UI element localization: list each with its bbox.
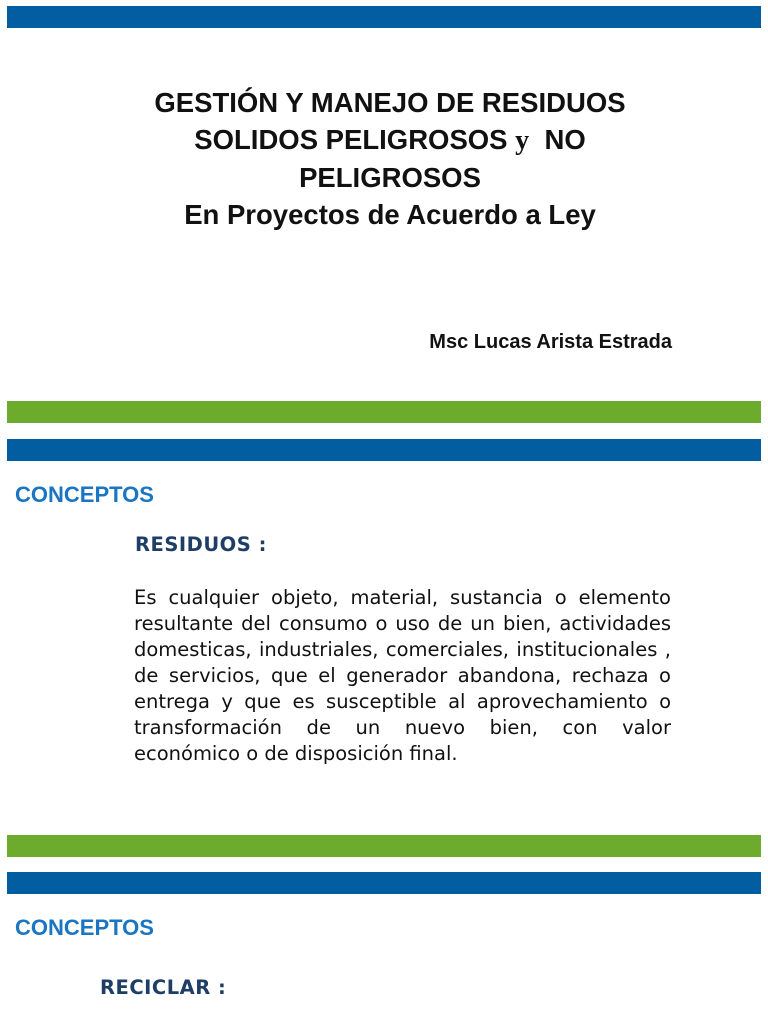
slide1-bottom-bar — [7, 401, 761, 423]
slide1-top-bar — [7, 6, 761, 28]
title-line-1: GESTIÓN Y MANEJO DE RESIDUOS — [154, 87, 626, 118]
title-line-4: En Proyectos de Acuerdo a Ley — [184, 199, 596, 230]
slide1-author: Msc Lucas Arista Estrada — [429, 331, 672, 353]
title-line-2: SOLIDOS PELIGROSOS y NO — [194, 124, 586, 156]
slide3-term: RECICLAR : — [100, 976, 227, 999]
slide2-top-bar — [7, 439, 761, 461]
slide1-title — [40, 84, 740, 233]
slide3-heading: CONCEPTOS — [15, 915, 154, 940]
slide3-top-bar — [7, 872, 761, 894]
slide2-bottom-bar — [7, 835, 761, 857]
slide2-term: RESIDUOS : — [135, 533, 267, 556]
slide2-heading: CONCEPTOS — [15, 482, 154, 507]
title-line-3: PELIGROSOS — [299, 162, 481, 193]
slide2-definition: Es cualquier objeto, material, sustancia o elemento resultante del consumo o uso de un bien, actividades domesticas, industriales, comerciales, institucionales , de servicios, que el generador abandona, rechaza o entrega y que es susceptible al aprovechamiento o transformación de un nuevo bien, con valor económico o de disposición final. — [134, 586, 671, 765]
